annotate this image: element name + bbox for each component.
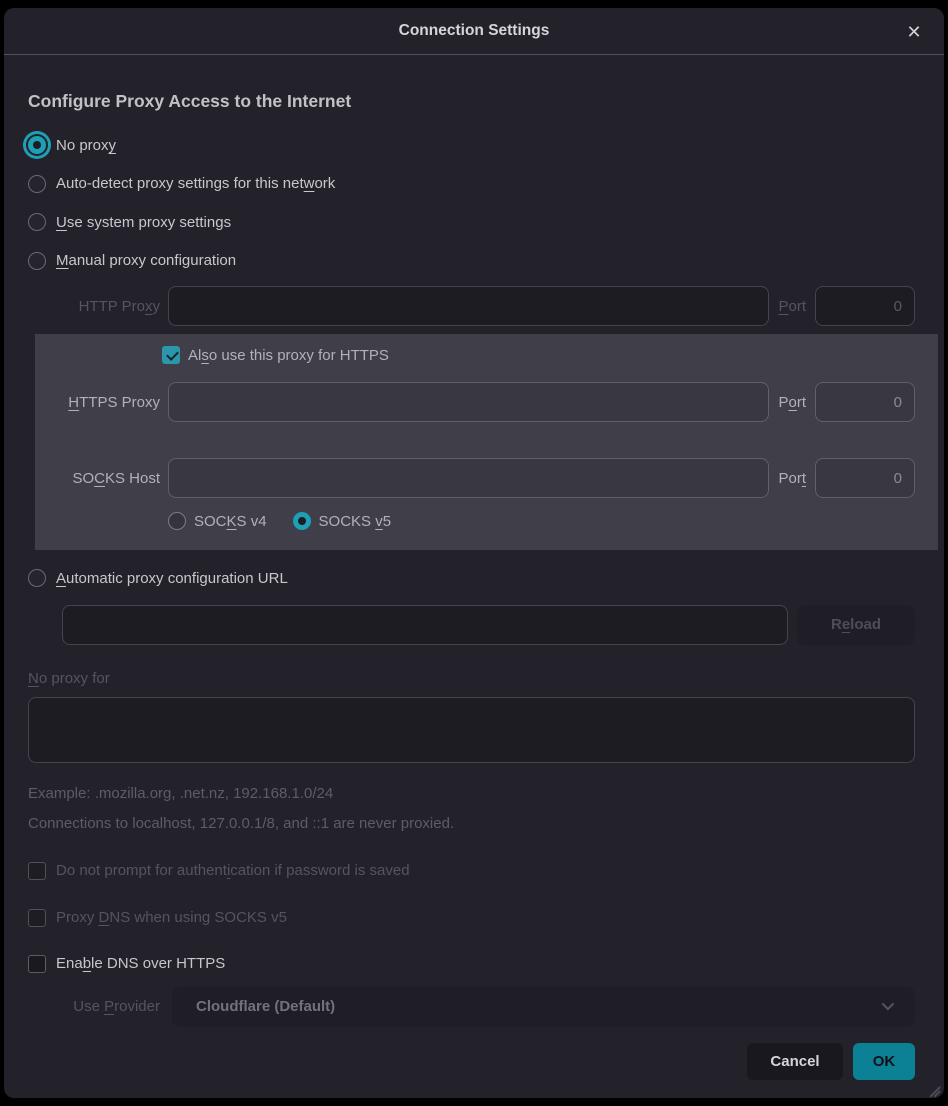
checkbox-enable-doh[interactable] <box>4 955 944 973</box>
radio-button-icon[interactable] <box>293 512 311 530</box>
http-proxy-row <box>4 286 915 326</box>
radio-manual-proxy[interactable] <box>4 242 944 281</box>
page-title: Configure Proxy Access to the Internet <box>28 91 352 111</box>
radio-no-proxy[interactable] <box>4 126 944 165</box>
radio-no-proxy-label: No proxy <box>56 136 117 154</box>
http-proxy-input[interactable] <box>168 286 769 326</box>
checkbox-no-prompt-auth-label: Do not prompt for authentication if password is saved <box>56 862 410 879</box>
no-proxy-for-label: No proxy for <box>28 669 110 687</box>
radio-automatic-url[interactable] <box>4 559 944 598</box>
checkbox-no-prompt-auth[interactable] <box>4 862 944 880</box>
checkbox-proxy-dns-socks5[interactable] <box>4 909 944 927</box>
close-icon[interactable]: ✕ <box>906 21 922 42</box>
http-proxy-label: HTTP Proxy <box>78 297 160 315</box>
reload-button[interactable]: Reload <box>797 605 915 645</box>
radio-auto-detect[interactable] <box>4 165 944 204</box>
use-provider-label: Use Provider <box>73 998 160 1015</box>
radio-button-icon[interactable] <box>28 569 46 587</box>
cancel-button[interactable]: Cancel <box>747 1043 843 1080</box>
radio-system-proxy-label: Use system proxy settings <box>56 213 232 231</box>
radio-auto-detect-label: Auto-detect proxy settings for this network <box>56 175 336 193</box>
dialog-title: Connection Settings <box>398 22 550 39</box>
https-port-input[interactable] <box>815 382 915 422</box>
socks-version-row <box>168 512 938 530</box>
socks-host-row <box>35 458 915 498</box>
no-proxy-example-text: Example: .mozilla.org, .net.nz, 192.168.1.0/24 <box>28 784 334 802</box>
socks-host-input[interactable] <box>168 458 769 498</box>
automatic-url-input[interactable] <box>62 605 788 645</box>
no-proxy-for-textarea[interactable] <box>28 697 915 763</box>
dialog-footer <box>4 1043 915 1080</box>
radio-button-icon[interactable] <box>28 175 46 193</box>
checkbox-proxy-dns-socks5-label: Proxy DNS when using SOCKS v5 <box>56 909 287 926</box>
http-port-label: Port <box>778 297 806 315</box>
provider-dropdown[interactable] <box>172 987 915 1027</box>
radio-button-icon[interactable] <box>28 252 46 270</box>
also-https-checkbox-row[interactable] <box>162 344 938 366</box>
https-socks-highlight-panel <box>35 334 938 550</box>
checkbox-icon[interactable] <box>28 909 46 927</box>
radio-button-icon[interactable] <box>28 136 46 154</box>
checkbox-enable-doh-label: Enable DNS over HTTPS <box>56 955 226 972</box>
provider-dropdown-value: Cloudflare (Default) <box>196 998 336 1015</box>
socks-port-label: Port <box>778 469 806 487</box>
socks-v4-label[interactable]: SOCKS v4 <box>194 512 267 530</box>
socks-port-input[interactable] <box>815 458 915 498</box>
resize-grip-icon[interactable] <box>928 1082 941 1095</box>
socks-v5-label[interactable]: SOCKS v5 <box>318 512 392 530</box>
socks-host-label: SOCKS Host <box>72 469 160 487</box>
radio-system-proxy[interactable] <box>4 203 944 242</box>
https-proxy-label: HTTPS Proxy <box>68 393 160 411</box>
also-https-label: Also use this proxy for HTTPS <box>188 346 389 364</box>
no-proxy-note-text: Connections to localhost, 127.0.0.1/8, and ::1 are never proxied. <box>28 814 455 832</box>
radio-button-icon[interactable] <box>28 213 46 231</box>
radio-manual-proxy-label: Manual proxy configuration <box>56 252 237 270</box>
checkbox-checked-icon[interactable] <box>162 346 180 364</box>
connection-settings-dialog <box>4 8 944 1098</box>
https-proxy-row <box>35 382 915 422</box>
checkbox-icon[interactable] <box>28 955 46 973</box>
radio-button-icon[interactable] <box>168 512 186 530</box>
ok-button[interactable]: OK <box>853 1043 915 1080</box>
doh-provider-row <box>4 987 915 1027</box>
checkbox-icon[interactable] <box>28 862 46 880</box>
automatic-url-row <box>62 605 915 645</box>
dialog-titlebar <box>4 8 944 55</box>
https-proxy-input[interactable] <box>168 382 769 422</box>
chevron-down-icon <box>882 997 895 1010</box>
http-port-input[interactable] <box>815 286 915 326</box>
radio-automatic-url-label: Automatic proxy configuration URL <box>56 569 288 587</box>
https-port-label: Port <box>778 393 806 411</box>
